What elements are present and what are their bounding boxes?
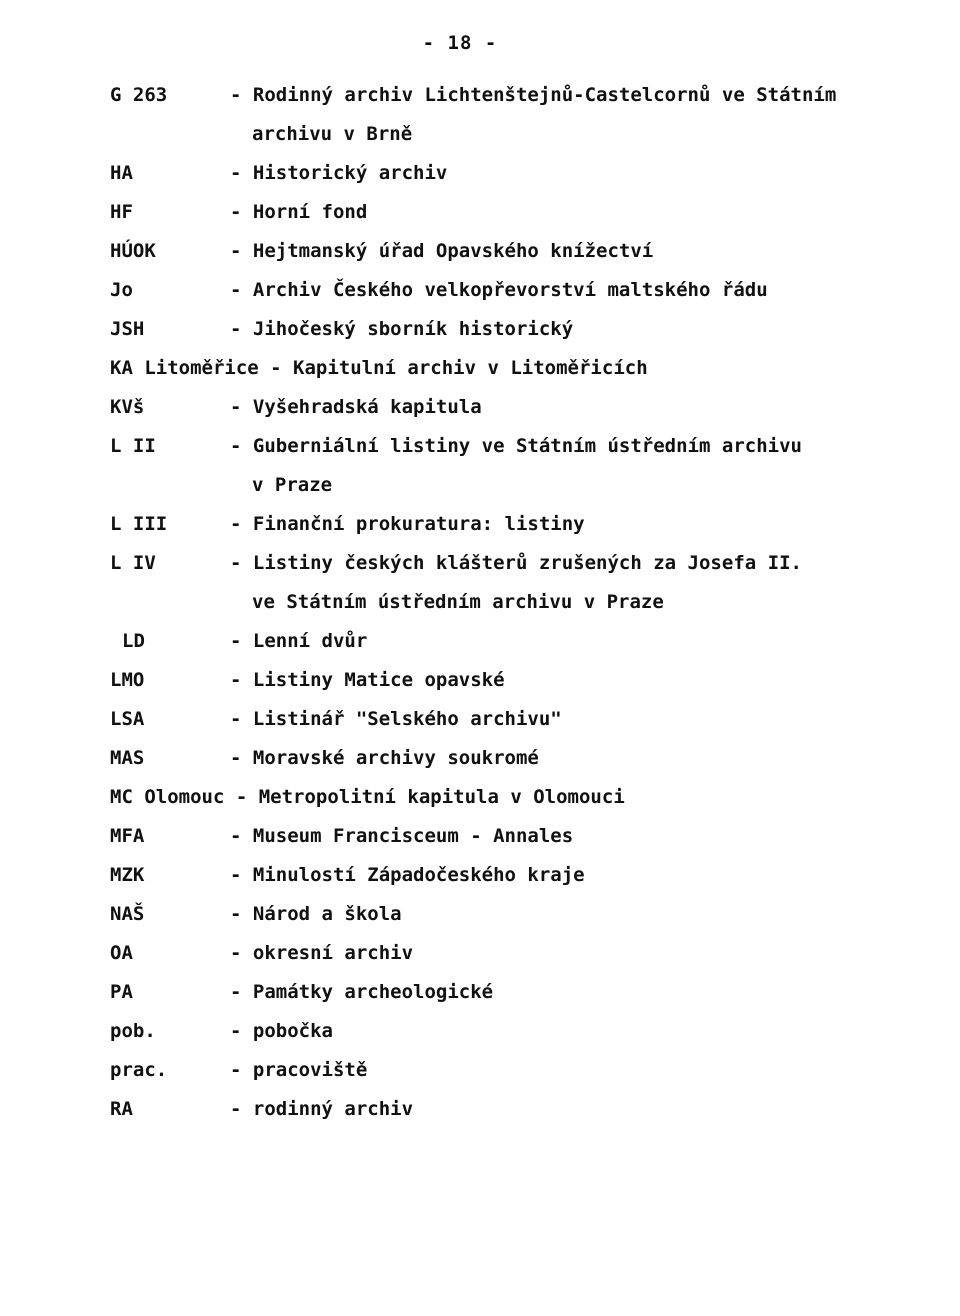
list-item	[0, 739, 960, 778]
entry-abbreviation: LMO	[110, 669, 145, 691]
list-item	[0, 544, 960, 622]
entry-description: - Historický archiv	[230, 162, 448, 184]
entry-abbreviation: L II	[110, 435, 156, 457]
list-item	[0, 271, 960, 310]
list-item	[0, 232, 960, 271]
list-item	[0, 349, 960, 388]
entry-abbreviation: G 263	[110, 84, 168, 106]
list-item	[0, 895, 960, 934]
entry-description: - Vyšehradská kapitula	[230, 396, 482, 418]
list-item	[0, 1012, 960, 1051]
entry-abbreviation: PA	[110, 981, 133, 1003]
list-item	[0, 388, 960, 427]
entry-description: - pobočka	[230, 1020, 333, 1042]
entry-description: - Horní fond	[230, 201, 368, 223]
entry-abbreviation: MZK	[110, 864, 145, 886]
entry-description: - Museum Francisceum - Annales	[230, 825, 574, 847]
list-item	[0, 661, 960, 700]
entry-abbreviation: L IV	[110, 552, 156, 574]
entry-description: - Národ a škola	[230, 903, 402, 925]
entry-description-continuation: v Praze	[252, 474, 333, 496]
entry-abbreviation: NAŠ	[110, 903, 145, 925]
entry-description: - Minulostí Západočeského kraje	[230, 864, 585, 886]
entry-abbreviation: HA	[110, 162, 133, 184]
list-item	[0, 310, 960, 349]
entry-description: - Listiny Matice opavské	[230, 669, 505, 691]
inline-entry: MC Olomouc - Metropolitní kapitula v Olomouci	[110, 786, 625, 808]
entry-abbreviation: L III	[110, 513, 168, 535]
list-item	[0, 76, 960, 154]
entry-description-continuation: archivu v Brně	[252, 123, 413, 145]
list-item	[0, 934, 960, 973]
entry-description: - Jihočeský sborník historický	[230, 318, 574, 340]
entry-description: - Finanční prokuratura: listiny	[230, 513, 585, 535]
list-item	[0, 817, 960, 856]
entry-abbreviation: LSA	[110, 708, 145, 730]
entry-abbreviation: KVš	[110, 396, 145, 418]
list-item	[0, 1090, 960, 1129]
entry-description: - Guberniální listiny ve Státním ústředním archivu	[230, 435, 802, 457]
entry-description: - pracoviště	[230, 1059, 368, 1081]
list-item	[0, 1051, 960, 1090]
list-item	[0, 505, 960, 544]
entry-description: - Archiv Českého velkopřevorství maltského řádu	[230, 279, 768, 301]
abbreviation-list	[0, 76, 960, 1129]
list-item	[0, 856, 960, 895]
entry-abbreviation: OA	[110, 942, 133, 964]
list-item	[0, 622, 960, 661]
page-number: - 18 -	[422, 32, 498, 54]
entry-description: - Hejtmanský úřad Opavského knížectví	[230, 240, 654, 262]
entry-description: - Rodinný archiv Lichtenštejnů-Castelcornů ve Státním	[230, 84, 837, 106]
entry-description: - Moravské archivy soukromé	[230, 747, 539, 769]
entry-description: - Lenní dvůr	[230, 630, 368, 652]
list-item	[0, 154, 960, 193]
entry-description: - okresní archiv	[230, 942, 414, 964]
list-item	[0, 778, 960, 817]
entry-description-continuation: ve Státním ústředním archivu v Praze	[252, 591, 664, 613]
entry-abbreviation: HÚOK	[110, 240, 156, 262]
entry-abbreviation: MFA	[110, 825, 145, 847]
entry-abbreviation: JSH	[110, 318, 145, 340]
entry-abbreviation: RA	[110, 1098, 133, 1120]
list-item	[0, 193, 960, 232]
inline-entry: KA Litoměřice - Kapitulní archiv v Litoměřicích	[110, 357, 648, 379]
list-item	[0, 973, 960, 1012]
entry-abbreviation: HF	[110, 201, 133, 223]
list-item	[0, 700, 960, 739]
entry-description: - Památky archeologické	[230, 981, 494, 1003]
entry-description: - Listinář "Selského archivu"	[230, 708, 562, 730]
entry-description: - Listiny českých klášterů zrušených za Josefa II.	[230, 552, 802, 574]
entry-abbreviation: MAS	[110, 747, 145, 769]
entry-description: - rodinný archiv	[230, 1098, 414, 1120]
list-item	[0, 427, 960, 505]
entry-abbreviation: LD	[122, 630, 145, 652]
entry-abbreviation: prac.	[110, 1059, 168, 1081]
entry-abbreviation: pob.	[110, 1020, 156, 1042]
entry-abbreviation: Jo	[110, 279, 133, 301]
